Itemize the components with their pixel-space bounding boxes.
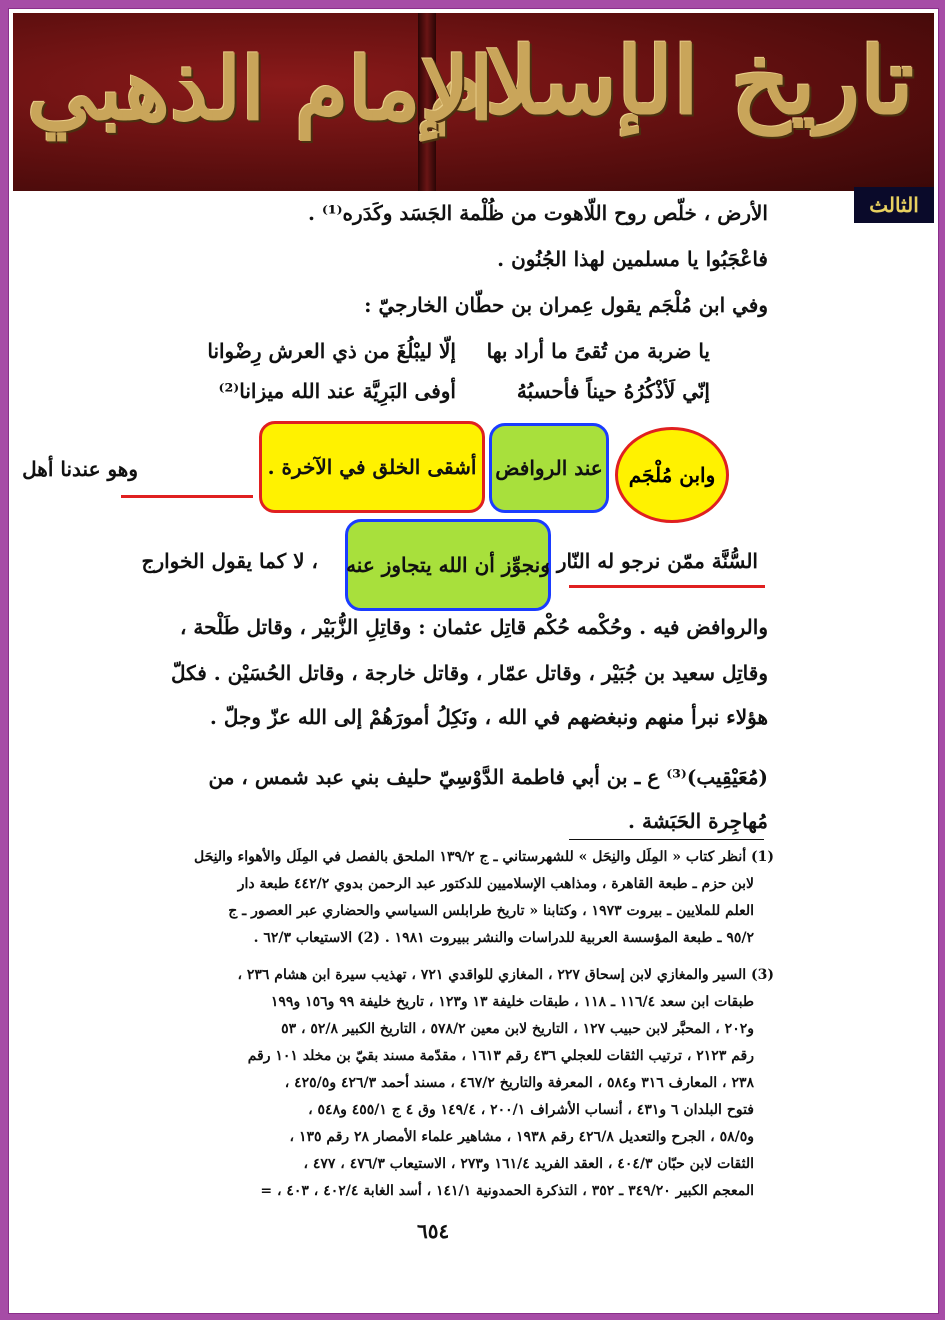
underline-sunnah — [569, 585, 765, 588]
body-line-5-end: ، لا كما يقول الخوارج — [141, 549, 318, 573]
body-line-7: وقاتِل سعيد بن جُبَيْر ، وقاتل عمّار ، وقاتل خارجة ، وقاتل الحُسَيْن . فكلّ — [171, 661, 768, 685]
body-line-9: (مُعَيْقِيب)⁽³⁾ ع ـ بن أبي فاطمة الدَّوْسِيّ حليف بني عبد شمس ، من — [208, 765, 768, 789]
footnote-3-line-8: الثقات لابن حبّان ٤٠٤/٣ ، العقد الفريد ١٦١/٤ و٢٧٣ ، الاستيعاب ٤٧٦/٣ ، ٤٧٧ ، — [303, 1156, 754, 1172]
body-line-8: هؤلاء نبرأ منهم ونبغضهم في الله ، ونَكِلُ أمورَهُمْ إلى الله عزّ وجلّ . — [209, 705, 768, 729]
footnote-3-line-3: و٢٠٢ ، المحبَّر لابن حبيب ١٢٧ ، التاريخ لابن معين ٥٧٨/٢ ، التاريخ الكبير ٥٢/٨ ، ٥٣ — [281, 1021, 754, 1037]
footnote-3-line-2: طبقات ابن سعد ١١٦/٤ ـ ١١٨ ، طبقات خليفة ١٣ و١٢٣ ، تاريخ خليفة ٩٩ و١٥٦ و١٩٩ — [270, 994, 754, 1010]
footnote-3-line-9: المعجم الكبير ٣٤٩/٢٠ ـ ٣٥٢ ، التذكرة الحمدونية ١٤١/١ ، أسد الغابة ٤٠٢/٤ ، ٤٠٣ ، = — [260, 1183, 754, 1199]
verse-2-second-half: أوفى البَرِيَّة عند الله ميزانا⁽²⁾ — [218, 379, 456, 403]
footnote-separator — [569, 839, 764, 840]
footnote-1-line-1: (1) أنظر كتاب « المِلَل والنِحَل » للشهرستاني ـ ج ١٣٩/٢ الملحق بالفصل في المِلَل والأهواء والنِحَل — [194, 849, 774, 865]
title-banner — [13, 13, 934, 191]
body-line-4-tail: وهو عندنا أهل — [22, 457, 138, 481]
highlight-ibn-muljam: وابن مُلْجَم — [615, 427, 729, 523]
footnote-1-line-3: العلم للملايين ـ بيروت ١٩٧٣ ، وكتابنا « تاريخ طرابلس السياسي والحضاري عبر العصور ـ ج — [228, 903, 754, 919]
footnote-3-line-1: (3) السير والمغازي لابن إسحاق ٢٢٧ ، المغازي للواقدي ٧٢١ ، تهذيب سيرة ابن هشام ٢٣٦ ، — [237, 967, 774, 983]
footnote-1-line-4: ٩٥/٢ ـ طبعة المؤسسة العربية للدراسات والنشر ببيروت ١٩٨١ . (2) الاستيعاب ٦٢/٣ . — [253, 930, 754, 946]
verse-1-first-half: يا ضربة من تُقىً ما أراد بها — [486, 339, 710, 363]
body-line-3: وفي ابن مُلْجَم يقول عِمران بن حطّان الخارجيّ : — [364, 293, 768, 317]
footnote-3-line-5: ٢٣٨ ، المعارف ٣١٦ و٥٨٤ ، المعرفة والتاريخ ٤٦٧/٢ ، مسند أحمد ٤٢٦/٣ و٤٢٥/٥ ، — [284, 1075, 754, 1091]
footnote-3-line-7: و٥٨/٥ ، الجرح والتعديل ٤٢٦/٨ رقم ١٩٣٨ ، مشاهير علماء الأمصار ٢٨ رقم ١٣٥ ، — [289, 1129, 754, 1145]
highlight-najuz: ونجوِّز أن الله يتجاوز عنه — [345, 519, 551, 611]
body-line-1: الأرض ، خلّص روح اللّاهوت من ظُلْمة الجَسَد وكَدَره⁽¹⁾ . — [307, 201, 768, 225]
page — [8, 8, 939, 1314]
author-title: الإمام الذهبي — [27, 39, 494, 140]
body-line-6: والروافض فيه . وحُكْمه حُكْم قاتِل عثمان : وقاتِلِ الزُّبَيْر ، وقاتل طَلْحة ، — [179, 615, 768, 639]
footnote-1-line-2: لابن حزم ـ طبعة القاهرة ، ومذاهب الإسلاميين للدكتور عبد الرحمن بدوي ٤٤٢/٢ طبعة دار — [237, 876, 754, 892]
body-line-10: مُهاجِرة الحَبَشة . — [628, 809, 768, 833]
volume-badge: الثالث — [854, 187, 934, 223]
highlight-rafidah: عند الروافض — [489, 423, 609, 513]
body-line-2: فاعْجَبُوا يا مسلمين لهذا الجُنُون . — [497, 247, 768, 271]
verse-1-second-half: إلّا ليبْلُغَ من ذي العرش رِضْوانا — [207, 339, 456, 363]
verse-2-first-half: إنّي لَأذْكُرُهُ حيناً فأحسبُهُ — [516, 379, 710, 403]
highlight-ashqa-alkhalq: أشقى الخلق في الآخرة . — [259, 421, 485, 513]
footnote-3-line-6: فتوح البلدان ٦ و٤٣١ ، أنساب الأشراف ٢٠٠/١ ، ١٤٩/٤ وق ٤ ج ٤٥٥/١ و٥٤٨ ، — [308, 1102, 754, 1118]
body-line-5-start: السُّنَّة ممّن نرجو له النّار ، — [543, 549, 758, 573]
page-number: ٦٥٤ — [417, 1219, 450, 1243]
footnote-3-line-4: رقم ٢١٢٣ ، ترتيب الثقات للعجلي ٤٣٦ رقم ١٦١٣ ، مقدّمة مسند بقيّ بن مخلد ١٠١ رقم — [247, 1048, 754, 1064]
underline-ahl — [121, 495, 253, 498]
book-title: تاريخ الإسلام — [428, 27, 914, 135]
